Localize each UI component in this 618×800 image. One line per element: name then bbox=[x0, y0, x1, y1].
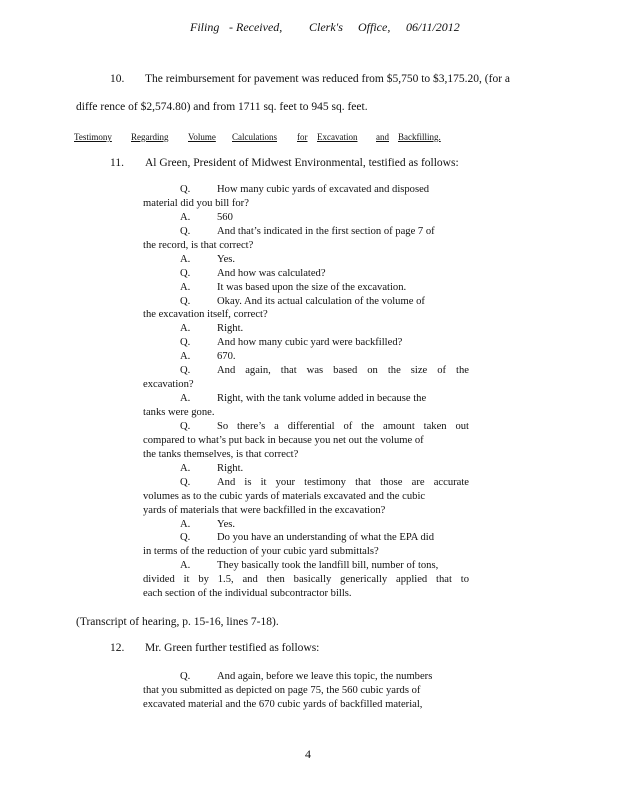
header-filing: Filing bbox=[190, 20, 220, 34]
transcript-line bbox=[143, 253, 469, 267]
transcript-continuation: yards of materials that were backfilled in the excavation? bbox=[143, 504, 386, 516]
transcript-citation: (Transcript of hearing, p. 15-16, lines 7-18). bbox=[76, 616, 279, 628]
transcript-block-2 bbox=[143, 670, 469, 712]
para10-number: 10. bbox=[110, 73, 125, 85]
heading-word: for bbox=[297, 132, 308, 142]
transcript-text: 560 bbox=[217, 211, 233, 223]
answer-label: A. bbox=[180, 560, 191, 572]
transcript-text: Yes. bbox=[217, 253, 236, 265]
answer-label: A. bbox=[180, 323, 191, 335]
transcript-line bbox=[143, 378, 469, 392]
transcript-text: And again, that was based on the size of the bbox=[217, 365, 469, 377]
question-label: Q. bbox=[180, 532, 191, 544]
transcript-line bbox=[143, 448, 469, 462]
transcript-line bbox=[143, 420, 469, 434]
transcript-line bbox=[143, 336, 469, 350]
transcript-line bbox=[143, 573, 469, 587]
transcript-line bbox=[143, 308, 469, 322]
answer-label: A. bbox=[180, 253, 191, 265]
transcript-text: And how many cubic yard were backfilled? bbox=[217, 337, 403, 349]
transcript-line bbox=[143, 670, 469, 684]
transcript-line bbox=[143, 559, 469, 573]
transcript-line bbox=[143, 434, 469, 448]
transcript-text: And that’s indicated in the first section of page 7 of bbox=[217, 225, 435, 237]
transcript-text: They basically took the landfill bill, number of tons, bbox=[217, 560, 439, 572]
answer-label: A. bbox=[180, 351, 191, 363]
question-label: Q. bbox=[180, 267, 191, 279]
transcript-text: Okay. And its actual calculation of the volume of bbox=[217, 295, 425, 307]
transcript-continuation: that you submitted as depicted on page 75, the 560 cubic yards of bbox=[143, 684, 421, 696]
transcript-line bbox=[143, 392, 469, 406]
transcript-text: Do you have an understanding of what the EPA did bbox=[217, 532, 435, 544]
para10-line2: diffe rence of $2,574.80) and from 1711 sq. feet to 945 sq. feet. bbox=[76, 101, 368, 113]
transcript-line bbox=[143, 183, 469, 197]
transcript-line bbox=[143, 518, 469, 532]
answer-label: A. bbox=[180, 518, 191, 530]
transcript-continuation: excavation? bbox=[143, 379, 194, 391]
transcript-line bbox=[143, 531, 469, 545]
transcript-line bbox=[143, 350, 469, 364]
heading-word: Backfilling. bbox=[398, 132, 441, 142]
page-number: 4 bbox=[305, 747, 311, 761]
transcript-text: It was based upon the size of the excavation. bbox=[217, 281, 407, 293]
header-received: - Received, bbox=[229, 20, 283, 34]
answer-label: A. bbox=[180, 211, 191, 223]
heading-word: Calculations bbox=[232, 132, 277, 142]
transcript-continuation: tanks were gone. bbox=[143, 407, 215, 418]
heading-word: Volume bbox=[188, 132, 216, 142]
transcript-text: Yes. bbox=[217, 518, 236, 530]
transcript-text: So there’s a differential of the amount taken out bbox=[217, 420, 469, 432]
transcript-continuation: volumes as to the cubic yards of materials excavated and the cubic bbox=[143, 490, 426, 502]
transcript-continuation: divided it by 1.5, and then basically generically applied that to bbox=[143, 574, 469, 586]
transcript-block-1 bbox=[143, 183, 469, 601]
transcript-text: Right, with the tank volume added in because the bbox=[217, 393, 427, 405]
transcript-line bbox=[143, 545, 469, 559]
question-label: Q. bbox=[180, 420, 191, 432]
transcript-text: And is it your testimony that those are accurate bbox=[217, 476, 469, 488]
para12-text: Mr. Green further testified as follows: bbox=[145, 642, 320, 654]
header-office2: Office, bbox=[358, 20, 391, 34]
transcript-continuation: compared to what’s put back in because you net out the volume of bbox=[143, 434, 424, 446]
para11-text: Al Green, President of Midwest Environmental, testified as follows: bbox=[145, 157, 459, 169]
transcript-text: And again, before we leave this topic, the numbers bbox=[217, 671, 433, 682]
question-label: Q. bbox=[180, 184, 191, 195]
transcript-line bbox=[143, 239, 469, 253]
answer-label: A. bbox=[180, 281, 191, 293]
transcript-text: How many cubic yards of excavated and disposed bbox=[217, 184, 430, 195]
question-label: Q. bbox=[180, 671, 191, 682]
header-office: Clerk's bbox=[309, 20, 343, 34]
question-label: Q. bbox=[180, 295, 191, 307]
transcript-line bbox=[143, 684, 469, 698]
question-label: Q. bbox=[180, 225, 191, 237]
transcript-line bbox=[143, 462, 469, 476]
transcript-line bbox=[143, 295, 469, 309]
answer-label: A. bbox=[180, 462, 191, 474]
transcript-continuation: excavated material and the 670 cubic yards of backfilled material, bbox=[143, 698, 423, 710]
header-date: 06/11/2012 bbox=[406, 20, 460, 34]
transcript-text: And how was calculated? bbox=[217, 267, 326, 279]
transcript-line bbox=[143, 225, 469, 239]
transcript-text: Right. bbox=[217, 323, 244, 335]
transcript-continuation: the excavation itself, correct? bbox=[143, 309, 268, 321]
transcript-continuation: in terms of the reduction of your cubic yard submittals? bbox=[143, 546, 379, 558]
transcript-continuation: each section of the individual subcontractor bills. bbox=[143, 588, 352, 600]
answer-label: A. bbox=[180, 393, 191, 405]
transcript-line bbox=[143, 364, 469, 378]
heading-word: Regarding bbox=[131, 132, 169, 142]
transcript-line bbox=[143, 197, 469, 211]
heading-word: and bbox=[376, 132, 389, 142]
transcript-line bbox=[143, 476, 469, 490]
heading-word: Testimony bbox=[74, 132, 112, 142]
transcript-continuation: the record, is that correct? bbox=[143, 239, 254, 251]
question-label: Q. bbox=[180, 337, 191, 349]
transcript-text: Right. bbox=[217, 462, 244, 474]
para11-number: 11. bbox=[110, 157, 124, 169]
transcript-line bbox=[143, 490, 469, 504]
question-label: Q. bbox=[180, 365, 191, 377]
heading-word: Excavation bbox=[317, 132, 358, 142]
para12-number: 12. bbox=[110, 642, 125, 654]
transcript-line bbox=[143, 211, 469, 225]
transcript-text: 670. bbox=[217, 351, 236, 363]
transcript-line bbox=[143, 504, 469, 518]
transcript-line bbox=[143, 281, 469, 295]
para10-line1: The reimbursement for pavement was reduced from $5,750 to $3,175.20, (for a bbox=[145, 73, 511, 85]
transcript-line bbox=[143, 267, 469, 281]
transcript-line bbox=[143, 406, 469, 420]
question-label: Q. bbox=[180, 476, 191, 488]
transcript-line bbox=[143, 698, 469, 712]
transcript-continuation: the tanks themselves, is that correct? bbox=[143, 448, 299, 460]
transcript-line bbox=[143, 322, 469, 336]
transcript-line bbox=[143, 587, 469, 601]
transcript-continuation: material did you bill for? bbox=[143, 197, 249, 209]
